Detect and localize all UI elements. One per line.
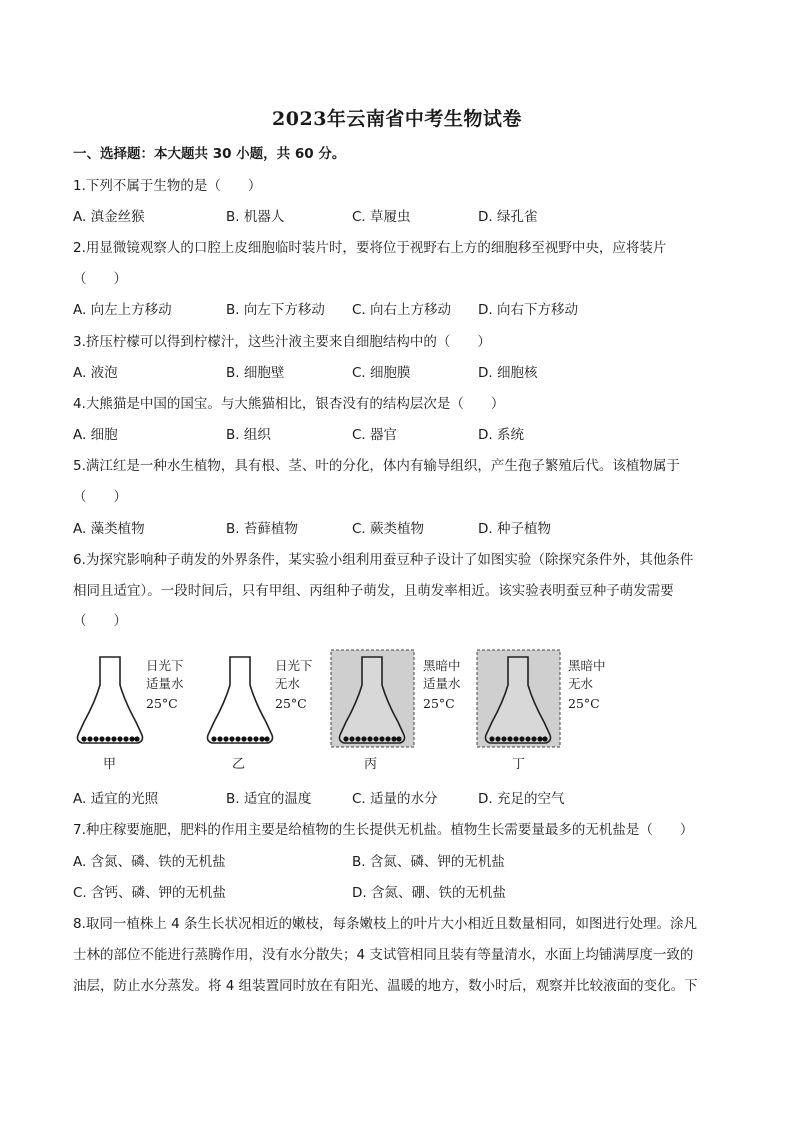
flask-jia-name: 甲 xyxy=(103,757,117,772)
q5-option-b: B. 苔藓植物 xyxy=(226,521,298,537)
flask-jia-label-3: 25°C xyxy=(146,696,178,711)
page-title: 2023年云南省中考生物试卷 xyxy=(272,108,522,130)
q1-option-c: C. 草履虫 xyxy=(352,209,411,225)
question-1-stem: 1.下列不属于生物的是（ ） xyxy=(73,178,262,194)
flask-ding-label-2: 无水 xyxy=(568,676,594,691)
flask-bing-label-2: 适量水 xyxy=(423,676,461,691)
q5-option-a: A. 藻类植物 xyxy=(73,521,145,537)
q4-option-d: D. 系统 xyxy=(478,427,524,443)
q7-option-d: D. 含氮、硼、铁的无机盐 xyxy=(352,885,506,901)
q6-option-b: B. 适宜的温度 xyxy=(226,791,312,807)
q2-option-a: A. 向左上方移动 xyxy=(73,302,172,318)
question-7-stem: 7.种庄稼要施肥，肥料的作用主要是给植物的生长提供无机盐。植物生长需要量最多的无机盐是（ ） xyxy=(73,822,694,838)
question-5-stem-cont: （ ） xyxy=(73,489,127,505)
q3-option-a: A. 液泡 xyxy=(73,365,118,381)
q1-option-b: B. 机器人 xyxy=(226,209,285,225)
q7-option-c: C. 含钙、磷、钾的无机盐 xyxy=(73,885,227,901)
q3-option-d: D. 细胞核 xyxy=(478,365,538,381)
question-8-stem-cont2: 油层，防止水分蒸发。将 4 组装置同时放在有阳光、温暖的地方，数小时后，观察并比较液面的变化。下 xyxy=(73,978,698,994)
q1-option-a: A. 滇金丝猴 xyxy=(73,209,145,225)
q7-option-a: A. 含氮、磷、铁的无机盐 xyxy=(73,854,226,870)
q2-option-c: C. 向右上方移动 xyxy=(352,302,452,318)
question-3-stem: 3.挤压柠檬可以得到柠檬汁，这些汁液主要来自细胞结构中的（ ） xyxy=(73,334,491,350)
q3-option-c: C. 细胞膜 xyxy=(352,365,411,381)
q4-option-a: A. 细胞 xyxy=(73,427,118,443)
q5-option-c: C. 蕨类植物 xyxy=(352,521,425,537)
q5-option-d: D. 种子植物 xyxy=(478,521,551,537)
flask-jia xyxy=(78,657,143,743)
flask-jia-label-1: 日光下 xyxy=(146,658,184,673)
question-8-stem: 8.取同一植株上 4 条生长状况相近的嫩枝，每条嫩枝上的叶片大小相近且数量相同，如图进行处理。涂凡 xyxy=(73,916,698,932)
flask-ding-label-3: 25°C xyxy=(568,696,600,711)
question-6-stem-cont: 相同且适宜）。一段时间后，只有甲组、丙组种子萌发，且萌发率相近。该实验表明蚕豆种子萌发需要 xyxy=(73,583,674,599)
flask-ding-name: 丁 xyxy=(512,757,526,772)
question-6-stem: 6.为探究影响种子萌发的外界条件，某实验小组利用蚕豆种子设计了如图实验（除探究条件外，其他条件 xyxy=(73,552,694,568)
flask-yi-label-3: 25°C xyxy=(275,696,307,711)
q1-option-d: D. 绿孔雀 xyxy=(478,209,538,225)
flask-bing-name: 丙 xyxy=(364,757,378,772)
flask-yi-label-2: 无水 xyxy=(275,676,301,691)
flask-bing-label-1: 黑暗中 xyxy=(423,658,461,673)
q6-option-a: A. 适宜的光照 xyxy=(73,791,159,807)
section-heading: 一、选择题：本大题共 30 小题，共 60 分。 xyxy=(73,146,346,162)
flask-yi xyxy=(208,657,273,743)
seed-germination-figure xyxy=(60,645,700,775)
q2-option-b: B. 向左下方移动 xyxy=(226,302,325,318)
q4-option-b: B. 组织 xyxy=(226,427,271,443)
flask-yi-label-1: 日光下 xyxy=(275,658,313,673)
q3-option-b: B. 细胞壁 xyxy=(226,365,285,381)
q6-option-d: D. 充足的空气 xyxy=(478,791,565,807)
question-8-stem-cont: 士林的部位不能进行蒸腾作用，没有水分散失；4 支试管相同且装有等量清水，水面上均铺满厚度一致的 xyxy=(73,947,694,963)
q2-option-d: D. 向右下方移动 xyxy=(478,302,578,318)
question-4-stem: 4.大熊猫是中国的国宝。与大熊猫相比，银杏没有的结构层次是（ ） xyxy=(73,396,505,412)
flask-ding-label-1: 黑暗中 xyxy=(568,658,606,673)
q4-option-c: C. 器官 xyxy=(352,427,398,443)
question-6-stem-cont2: （ ） xyxy=(73,613,127,629)
flask-bing-label-3: 25°C xyxy=(423,696,455,711)
flask-yi-name: 乙 xyxy=(232,757,246,772)
q7-option-b: B. 含氮、磷、钾的无机盐 xyxy=(352,854,505,870)
question-2-stem: 2.用显微镜观察人的口腔上皮细胞临时装片时，要将位于视野右上方的细胞移至视野中央，应将装片 xyxy=(73,240,667,256)
question-2-stem-cont: （ ） xyxy=(73,271,127,287)
question-5-stem: 5.满江红是一种水生植物，具有根、茎、叶的分化，体内有输导组织，产生孢子繁殖后代。该植物属于 xyxy=(73,458,680,474)
flask-jia-label-2: 适量水 xyxy=(146,676,184,691)
q6-option-c: C. 适量的水分 xyxy=(352,791,438,807)
